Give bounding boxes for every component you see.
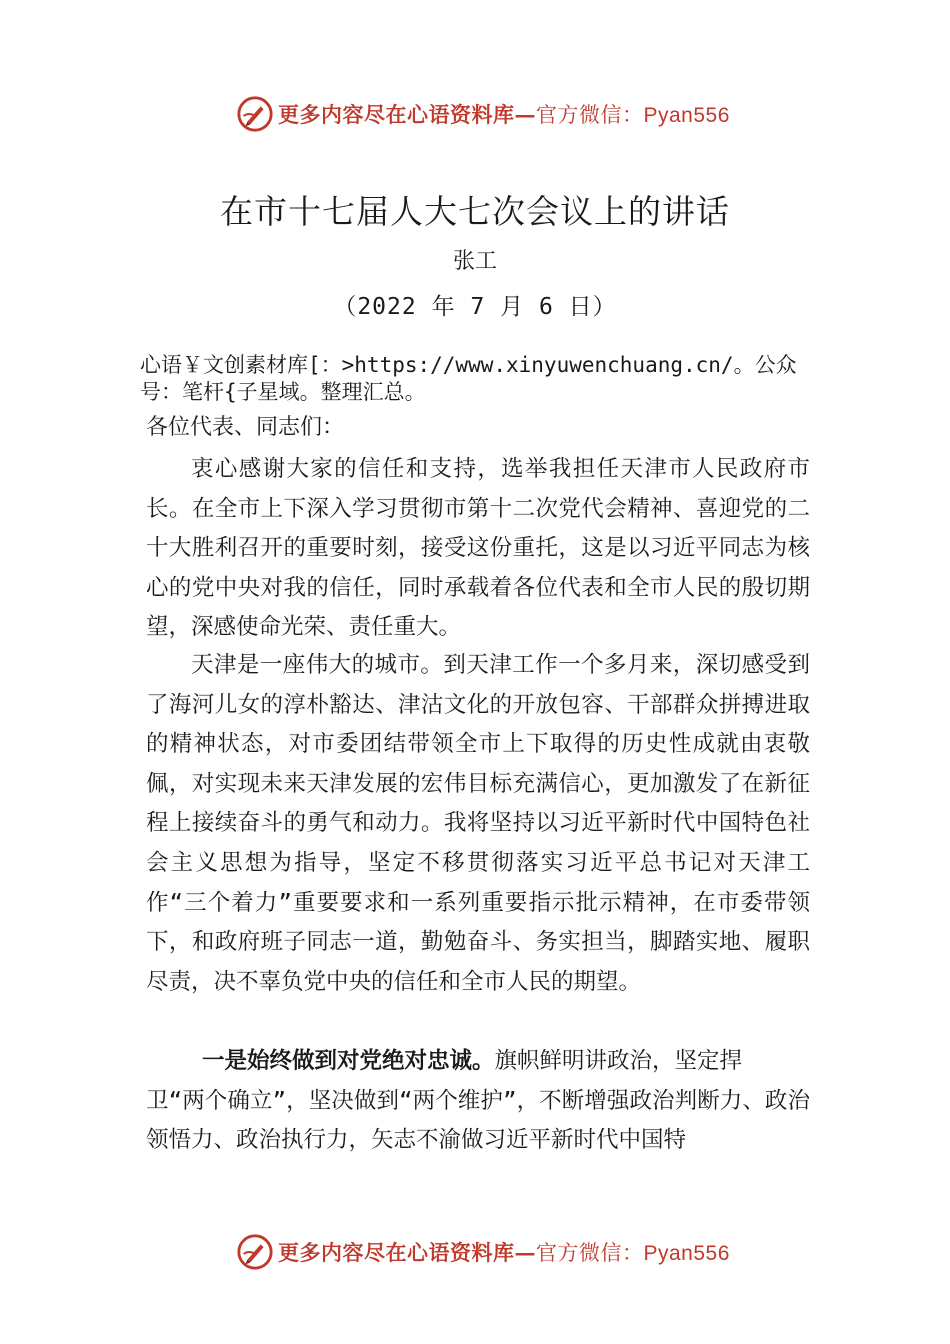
pen-logo-icon bbox=[236, 1233, 274, 1271]
greeting: 各位代表、同志们： bbox=[146, 415, 345, 440]
document-author: 张工 bbox=[452, 249, 497, 274]
watermark-text: 更多内容尽在心语资料库—官方微信：Pyan556 bbox=[278, 1240, 730, 1265]
paragraph-3-heading: 一是始终做到对党绝对忠诚。 bbox=[202, 1048, 495, 1074]
paragraph-3-rest: 卫“两个确立”，坚决做到“两个维护”，不断增强政治判断力、政治领悟力、政治执行力，矢志不渝做习近平新时代中国特 bbox=[146, 1087, 810, 1154]
paragraph-2: 天津是一座伟大的城市。到天津工作一个多月来，深切感受到了海河儿女的淳朴豁达、津沽文化的开放包容、干部群众拼搏进取的精神状态，对市委团结带领全市上下取得的历史性成就由衷敬佩，对实现未来天津发展的宏伟目标充满信心，更加激发了在新征程上接续奋斗的勇气和动力。我将坚持以习近平新时代中国特色社会主义思想为指导，坚定不移贯彻落实习近平总书记对天津工作“三个着力”重要要求和一系列重要指示批示精神，在市委带领下，和政府班子同志一道，勤勉奋斗、务实担当，脚踏实地、履职尽责，决不辜负党中央的信任和全市人民的期望。 bbox=[146, 652, 810, 995]
paragraph-3-line1: 旗帜鲜明讲政治，坚定捍 bbox=[494, 1048, 743, 1074]
paragraph-1: 衷心感谢大家的信任和支持，选举我担任天津市人民政府市长。在全市上下深入学习贯彻市第十二次党代会精神、喜迎党的二十大胜利召开的重要时刻，接受这份重托，这是以习近平同志为核心的党中央对我的信任，同时承载着各位代表和全市人民的殷切期望，深感使命光荣、责任重大。 bbox=[146, 456, 810, 641]
header-watermark bbox=[236, 94, 736, 134]
footer-watermark bbox=[236, 1232, 736, 1272]
document-date: （2022 年 7 月 6 日） bbox=[333, 294, 617, 320]
document-title: 在市十七届人大七次会议上的讲话 bbox=[220, 192, 730, 231]
pen-logo-icon bbox=[236, 95, 274, 133]
paragraph-3 bbox=[146, 1042, 810, 1161]
watermark-text: 更多内容尽在心语资料库—官方微信：Pyan556 bbox=[278, 102, 730, 127]
source-note: 心语￥文创素材库[：>https://www.xinyuwenchuang.cn/。公众号：笔杆{子星域。整理汇总。 bbox=[140, 353, 797, 404]
